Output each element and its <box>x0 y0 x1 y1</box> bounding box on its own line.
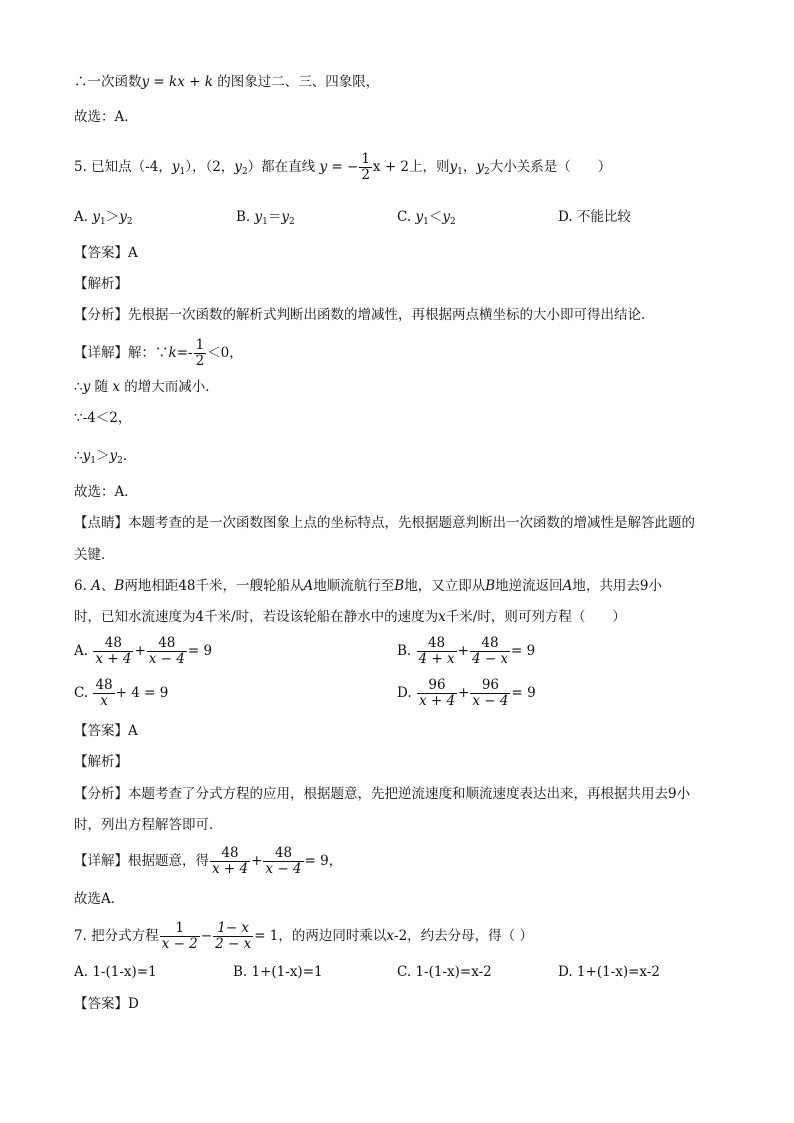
text: -2，约去分母，得（ ） <box>394 928 533 944</box>
denominator: 2 <box>195 353 205 369</box>
numerator: 48 <box>95 677 113 693</box>
math-var: A <box>303 578 314 594</box>
math-var: y <box>449 159 458 175</box>
math-var: y <box>476 159 485 175</box>
answer-tag: 【答案】 <box>74 723 128 739</box>
text: ）都在直线 <box>247 159 316 175</box>
text: ＜0， <box>207 345 243 361</box>
section-tag: 【详解】 <box>74 345 128 361</box>
denominator: x + 4 <box>212 861 249 877</box>
text: = 9 <box>511 685 536 701</box>
text: 6. <box>74 578 92 594</box>
fraction <box>160 921 200 952</box>
option-label: D. <box>397 685 412 701</box>
text: ∴ <box>74 379 83 395</box>
section-tag: 【分析】 <box>74 307 128 323</box>
option-label: C. <box>74 685 89 701</box>
denominator: x + 4 <box>95 651 132 667</box>
math-var: x <box>177 74 185 90</box>
comment-line <box>74 513 695 533</box>
text: x + 2上，则 <box>372 159 450 175</box>
subscript: 2 <box>289 217 295 227</box>
fraction <box>93 678 114 709</box>
subscript: 2 <box>449 217 456 227</box>
answer-line <box>74 721 138 741</box>
analysis-line <box>74 784 690 804</box>
fraction <box>359 152 372 183</box>
math-var: y <box>319 159 328 175</box>
denominator: x + 4 <box>418 693 456 709</box>
denominator: 2 − x <box>215 936 252 952</box>
option-label: B. <box>397 643 412 659</box>
section-tag: 【详解】 <box>74 853 128 869</box>
text-line: 时，列出方程解答即可． <box>74 817 223 833</box>
option-label: B. <box>236 209 255 225</box>
numerator: 48 <box>93 636 133 652</box>
text: 两地相距48千米，一艘轮船从 <box>124 578 304 594</box>
operator: + <box>134 643 146 659</box>
text: 时，已知水流速度为4千米/时，若设该轮船在静水中的速度为 <box>74 609 439 625</box>
operator: + <box>251 853 263 869</box>
subscript: 2 <box>484 167 490 177</box>
question-6-stem <box>74 576 662 596</box>
numerator: 96 <box>417 678 457 694</box>
numerator: 48 <box>263 846 303 862</box>
numerator: 48 <box>210 846 250 862</box>
text-line <box>74 446 136 471</box>
math-var: y <box>171 159 180 175</box>
math-var: y <box>254 209 263 225</box>
subscript: 1 <box>99 217 106 227</box>
math-var: x <box>386 928 395 944</box>
denominator: x − 2 <box>161 936 198 952</box>
numerator: 1 <box>195 337 205 353</box>
text: 根据题意，得 <box>128 853 209 869</box>
option-b: B. 1+(1-x)=1 <box>233 964 323 980</box>
operator: ＞ <box>95 448 110 464</box>
text-line: 故选：A． <box>74 484 138 500</box>
fraction <box>93 636 133 667</box>
option-a <box>74 636 212 667</box>
numerator: 1 <box>160 921 200 937</box>
text-line: 关键． <box>74 547 115 563</box>
text: 地，又立即从 <box>404 578 486 594</box>
numerator: 1− x <box>213 921 253 937</box>
analysis-heading: 【解析】 <box>74 754 128 770</box>
text: 大小关系是（ ） <box>489 159 612 175</box>
subscript: 2 <box>241 167 248 177</box>
subscript: 1 <box>179 167 186 177</box>
fraction <box>147 636 187 667</box>
option-label: A. <box>74 209 93 225</box>
text: 本题考查的是一次函数图象上点的坐标特点，先根据题意判断出一次函数的增减性是解答此题的 <box>128 515 695 531</box>
answer-value: A <box>128 245 138 261</box>
math-var: y <box>119 209 127 225</box>
math-var: k <box>168 345 177 361</box>
text: = 9 <box>187 643 213 659</box>
text: 的增大而减小． <box>119 379 219 395</box>
text: ∴一次函数 <box>74 74 142 90</box>
numerator: 48 <box>417 636 457 652</box>
text: ），（2， <box>185 159 235 175</box>
option-d <box>397 678 536 709</box>
math-var: y <box>82 379 91 395</box>
denominator: 4 − x <box>471 651 509 667</box>
text: 本题考查了分式方程的应用，根据题意，先把逆流速度和顺流速度表达出来，再根据共用去9小 <box>128 786 691 802</box>
text: ∴ <box>74 448 83 464</box>
math-var: A <box>562 578 573 594</box>
text: 先根据一次函数的解析式判断出函数的增减性，再根据两点横坐标的大小即可得出结论． <box>128 307 655 323</box>
answer-tag: 【答案】 <box>74 245 128 261</box>
operator: ＞ <box>105 209 120 225</box>
math-var: y <box>281 209 290 225</box>
math-var: k <box>204 74 213 90</box>
text-line <box>74 72 379 92</box>
math-var: y <box>109 448 118 464</box>
fraction <box>194 338 207 369</box>
text: =- <box>176 345 193 361</box>
text: 地，共用去9小 <box>572 578 662 594</box>
math-var: y <box>234 159 242 175</box>
section-tag: 【点睛】 <box>74 515 128 531</box>
subscript: 1 <box>423 217 429 227</box>
math-var: B <box>485 578 496 594</box>
text: 地逆流返回 <box>495 578 563 594</box>
answer-line <box>74 994 139 1014</box>
fraction <box>213 921 253 952</box>
math-var: y <box>82 448 91 464</box>
operator: − <box>200 928 213 944</box>
option-c <box>74 678 168 709</box>
text: 千米/时，则可列方程（ ） <box>445 609 626 625</box>
subscript: 1 <box>90 456 96 466</box>
text: 、 <box>100 578 115 594</box>
numerator: 96 <box>470 678 510 694</box>
fraction <box>263 846 303 877</box>
option-label: C. <box>397 209 416 225</box>
fraction <box>417 678 457 709</box>
operator: + <box>458 685 470 701</box>
text: 随 <box>90 379 113 395</box>
subscript: 1 <box>457 167 463 177</box>
question-6-stem-cont <box>74 607 626 627</box>
math-var: k <box>169 74 178 90</box>
math-var: x <box>438 609 446 625</box>
text: ， <box>462 159 477 175</box>
text: + 4 = 9 <box>115 685 169 701</box>
text: = 1，的两边同时乘以 <box>254 928 387 944</box>
fraction <box>470 636 510 667</box>
text-line: ∵-4＜2， <box>74 410 132 426</box>
text-line: 故选：A． <box>74 109 138 125</box>
answer-value: D <box>128 996 139 1012</box>
math-var: A <box>91 578 101 594</box>
numerator: 48 <box>470 636 510 652</box>
option-b <box>236 207 295 232</box>
math-var: B <box>394 578 405 594</box>
text-line: 故选A． <box>74 891 125 907</box>
option-d: D. 不能比较 <box>558 209 631 225</box>
question-5-stem <box>74 152 611 183</box>
fraction <box>210 846 250 877</box>
text: ． <box>122 448 137 464</box>
denominator: x − 4 <box>472 693 509 709</box>
option-label: A. <box>74 643 89 659</box>
subscript: 1 <box>262 217 268 227</box>
subscript: 2 <box>126 217 133 227</box>
numerator: 1 <box>361 151 370 167</box>
question-7-stem <box>74 921 533 952</box>
detail-line <box>74 846 342 877</box>
fraction <box>470 678 510 709</box>
answer-line <box>74 243 138 263</box>
section-tag: 【分析】 <box>74 786 128 802</box>
option-a <box>74 207 133 232</box>
text: 地顺流航行至 <box>313 578 395 594</box>
math-var: y <box>442 209 450 225</box>
operator: ＝ <box>267 209 282 225</box>
answer-tag: 【答案】 <box>74 996 128 1012</box>
option-c <box>397 207 456 232</box>
text: + <box>184 74 205 90</box>
option-c: C. 1-(1-x)=x-2 <box>397 964 492 980</box>
math-var: y <box>415 209 424 225</box>
option-a: A. 1-(1-x)=1 <box>74 964 157 980</box>
answer-value: A <box>128 723 138 739</box>
option-b <box>397 636 535 667</box>
denominator: 2 <box>361 167 370 183</box>
text: = − <box>327 159 359 175</box>
numerator: 48 <box>147 636 187 652</box>
operator: ＜ <box>428 209 443 225</box>
text-line <box>74 377 219 397</box>
math-var: y <box>92 209 100 225</box>
operator: + <box>457 643 469 659</box>
math-var: B <box>114 578 125 594</box>
text: = 9， <box>304 853 343 869</box>
denominator: x − 4 <box>265 861 302 877</box>
option-d: D. 1+(1-x)=x-2 <box>558 964 660 980</box>
analysis-line <box>74 305 655 325</box>
text: 5. 已知点（-4， <box>74 159 172 175</box>
text: 解：∵ <box>128 345 169 361</box>
math-var: y <box>141 74 150 90</box>
math-var: x <box>112 379 120 395</box>
text: 7. 把分式方程 <box>74 928 159 944</box>
text: = 9 <box>511 643 536 659</box>
text: 的图象过二、三、四象限， <box>212 74 380 90</box>
denominator: x <box>100 693 108 709</box>
text: = <box>149 74 170 90</box>
analysis-heading: 【解析】 <box>74 276 128 292</box>
denominator: 4 + x <box>418 651 455 667</box>
denominator: x − 4 <box>148 651 185 667</box>
detail-line <box>74 338 243 369</box>
subscript: 2 <box>117 456 123 466</box>
fraction <box>417 636 457 667</box>
